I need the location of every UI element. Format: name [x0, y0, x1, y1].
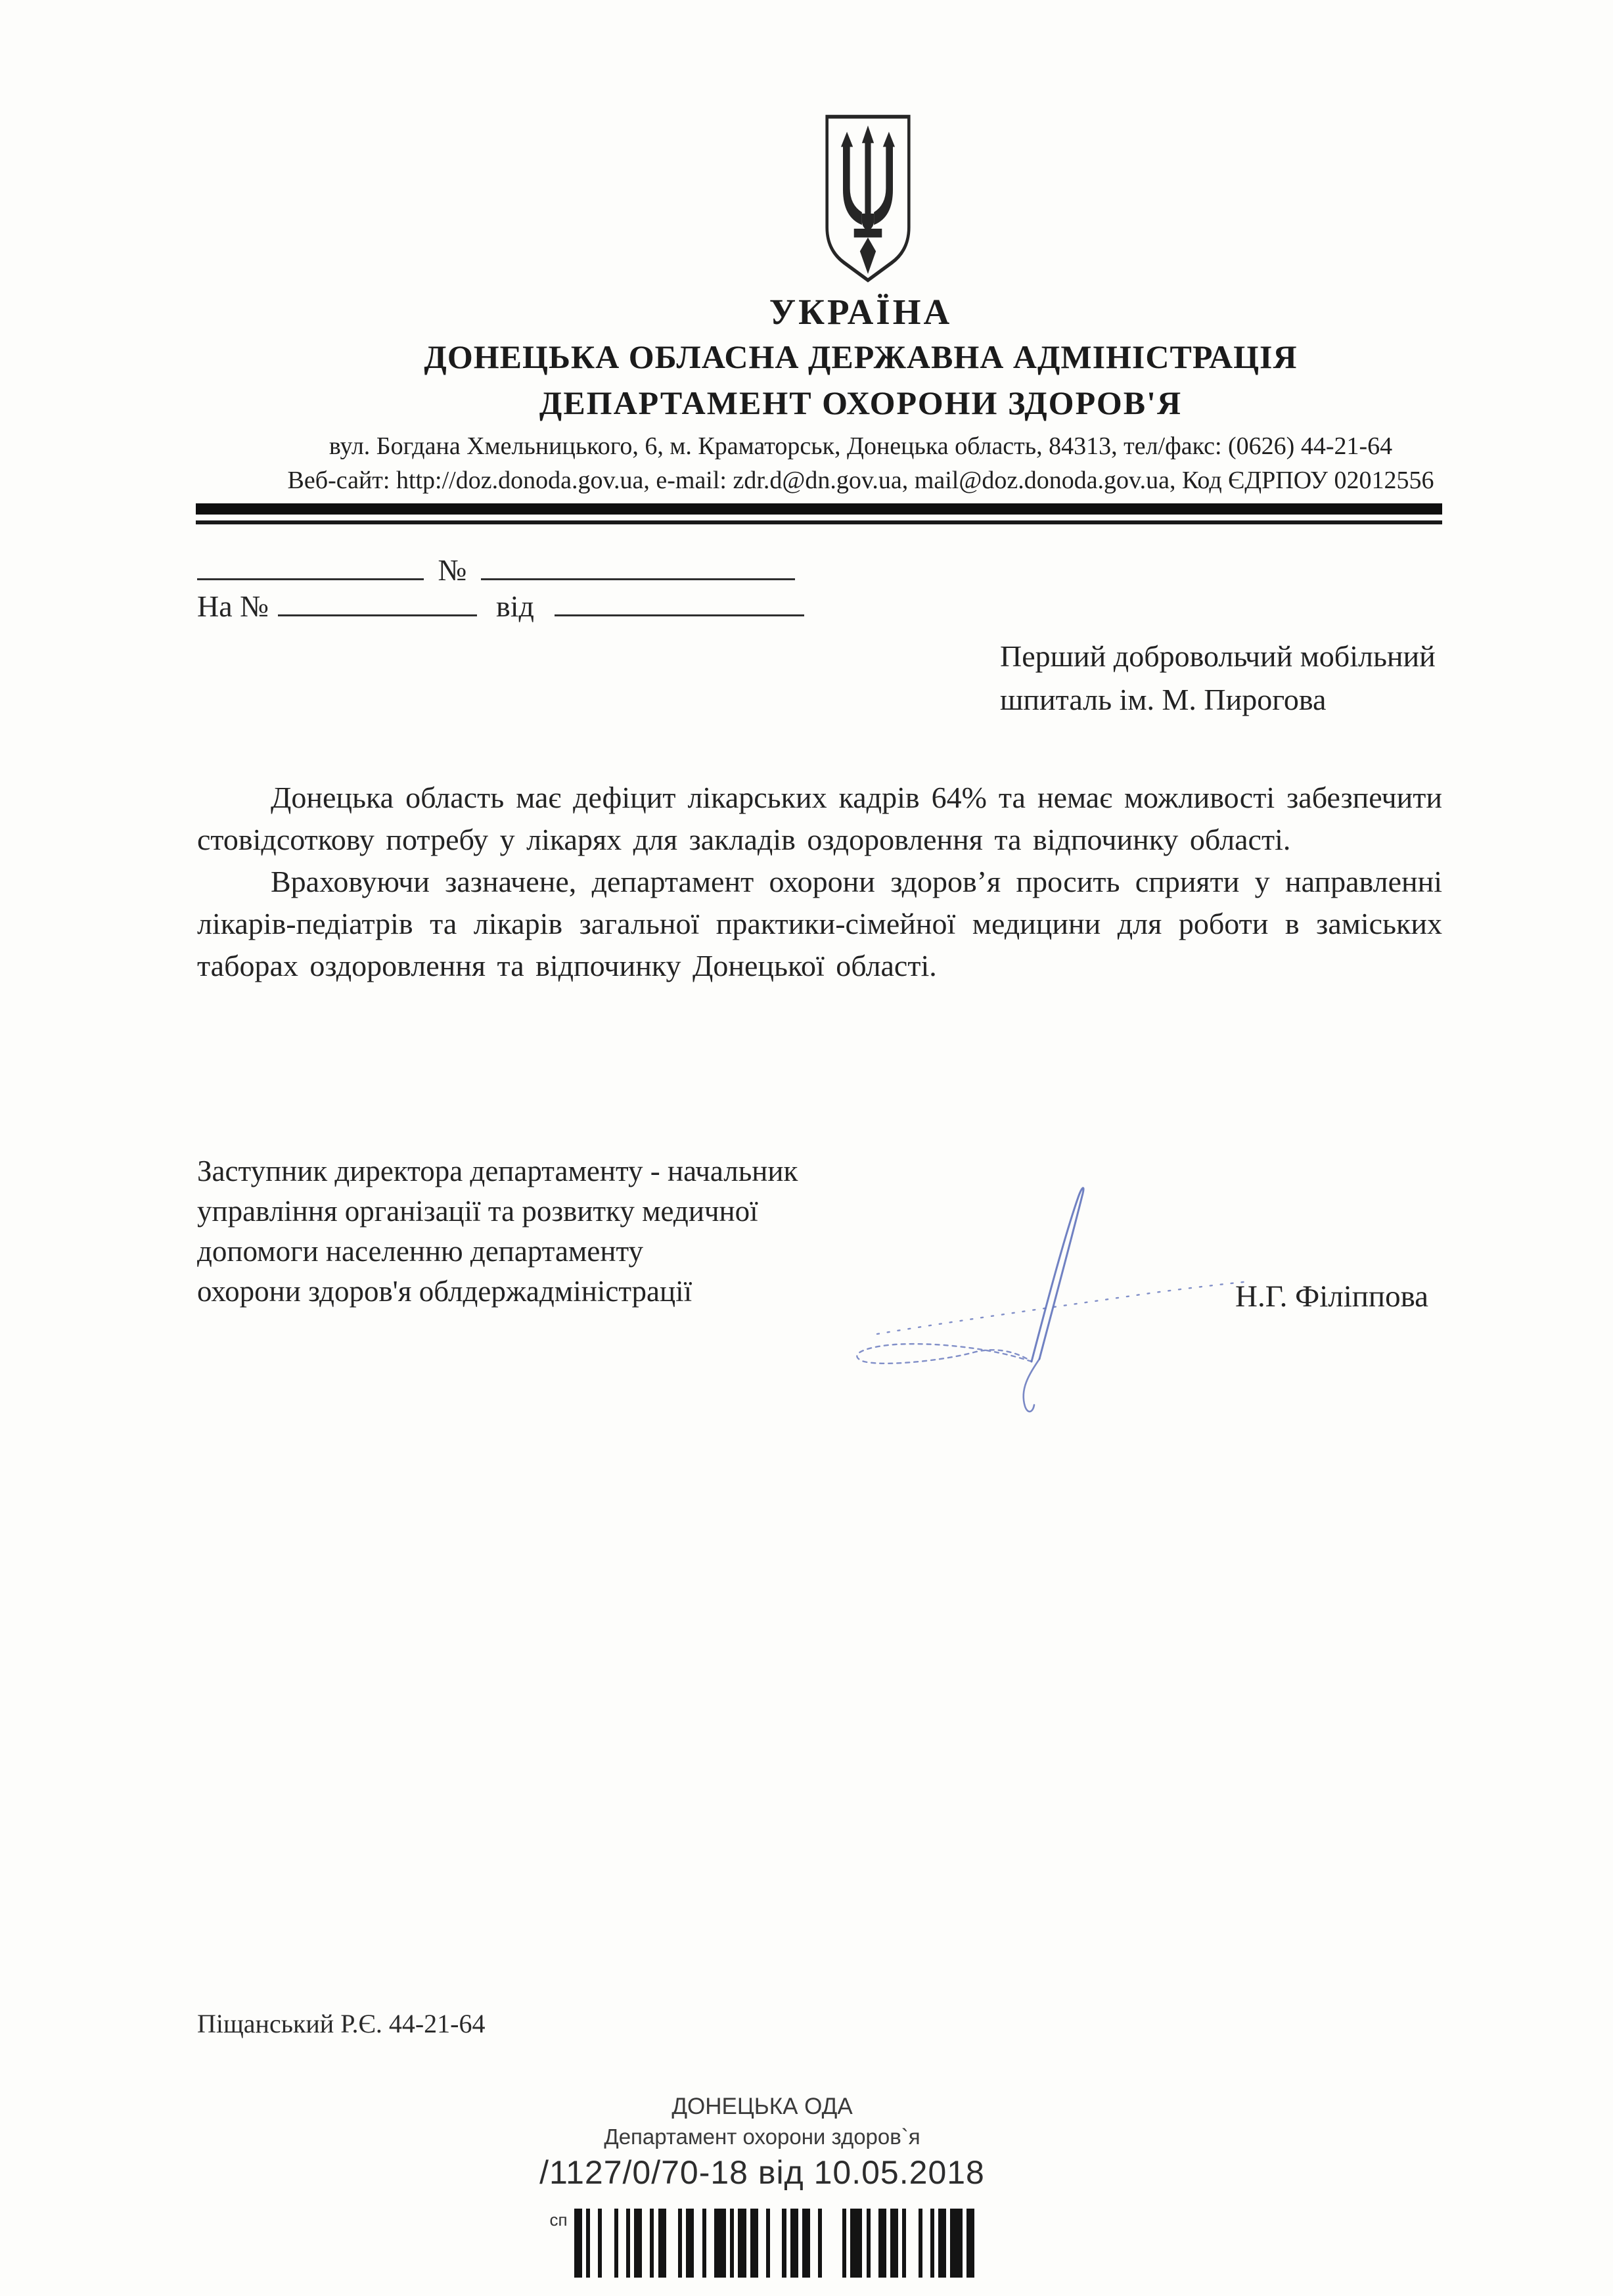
ref-number-label: № [438, 553, 467, 587]
body-paragraph-2: Враховуючи зазначене, департамент охорони здоров’я просить сприяти у направленні лікарів-педіатрів та лікарів загальної практики-сімейної медицини для роботи в заміських таборах оздоровлення та відпочинку Донецької області. [197, 865, 1442, 982]
organization-name-line1: ДОНЕЦЬКА ОБЛАСНА ДЕРЖАВНА АДМІНІСТРАЦІЯ [424, 338, 1298, 375]
barcode-row [532, 2209, 992, 2278]
ref-reply-label: На № [197, 589, 269, 623]
signer-name: Н.Г. Філіппова [1235, 1279, 1429, 1314]
signature-title-line4: охорони здоров'я облдержадміністрації [197, 1275, 693, 1308]
signature-title-line3: допомоги населенню департаменту [197, 1235, 644, 1268]
country-name: УКРАЇНА [769, 292, 953, 332]
body-paragraph-1: Донецька область має дефіцит лікарських кадрів 64% та немає можливості забезпечити стовідсоткову потребу у лікарях для закладів оздоровлення та відпочинку області. [197, 781, 1442, 856]
trident-glyph [841, 126, 895, 274]
addressee-line2: шпиталь ім. М. Пирогова [1000, 683, 1327, 716]
executor-note: Піщанський Р.Є. 44-21-64 [197, 2009, 486, 2038]
address-line: вул. Богдана Хмельницького, 6, м. Краматорськ, Донецька область, 84313, тел/факс: (0626) 44-21-64 [329, 432, 1393, 460]
letterhead-rule-thin [196, 520, 1442, 524]
stamp-org-name: ДОНЕЦЬКА ОДА [671, 2094, 853, 2119]
registration-stamp [532, 2094, 992, 2278]
addressee-block [1000, 635, 1545, 722]
stamp-registration-number: /1127/0/70-18 від 10.05.2018 [539, 2154, 985, 2191]
ref-number-blank-line [197, 551, 424, 580]
ref-reply-row [197, 587, 804, 624]
coat-of-arms-ukraine-icon [818, 110, 918, 287]
letterhead-rule-thick [196, 503, 1442, 515]
barcode-bars [574, 2209, 975, 2278]
ref-number-row [197, 551, 795, 587]
ref-reply-blank-line [278, 587, 477, 616]
ref-number-value-line [481, 551, 795, 580]
signature-title-block [197, 1151, 798, 1312]
ref-date-blank-line [555, 587, 804, 616]
barcode-prefix-label: сп [549, 2210, 568, 2230]
signature-title-line2: управління організації та розвитку медичної [197, 1195, 758, 1228]
handwritten-signature [834, 1157, 1294, 1433]
stamp-department-name: Департамент охорони здоров`я [604, 2124, 920, 2149]
signature-title-line1: Заступник директора департаменту - начальник [197, 1155, 798, 1187]
contacts-line: Веб-сайт: http://doz.donoda.gov.ua, e-mail: zdr.d@dn.gov.ua, mail@doz.donoda.gov.ua, Код ЄДРПОУ 02012556 [287, 467, 1434, 494]
letter-body [197, 777, 1442, 987]
addressee-line1: Перший добровольчий мобільний [1000, 639, 1436, 673]
ref-date-label: від [496, 589, 534, 623]
organization-name-line2: ДЕПАРТАМЕНТ ОХОРОНИ ЗДОРОВ'Я [539, 384, 1183, 421]
